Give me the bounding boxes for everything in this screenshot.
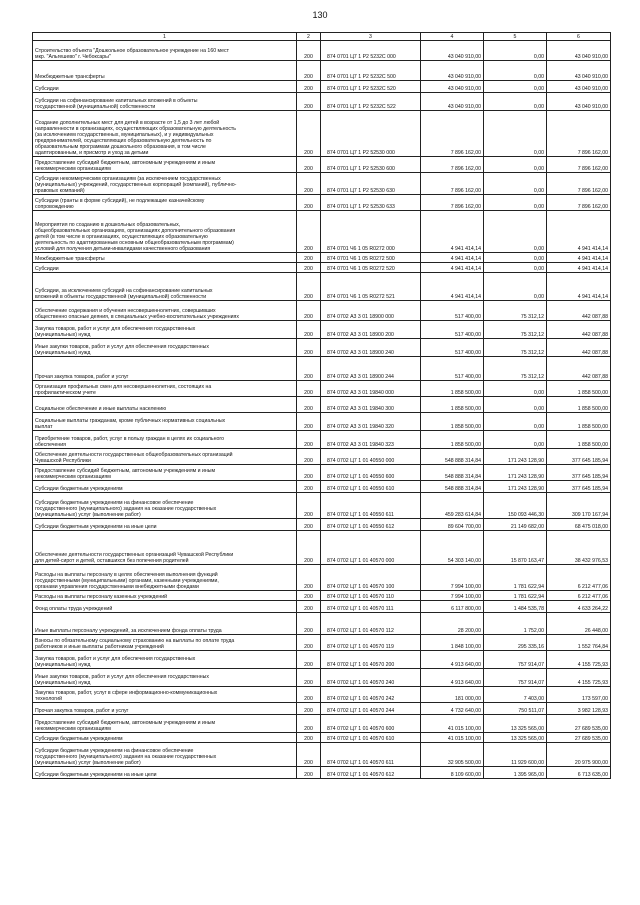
row-name: Субсидии некоммерческим организациям (за исключением государственных (муниципальных) учреждений, государственных корпораций (компаний), публично- правовых компаний) [33, 173, 297, 195]
row-grbs: 200 [297, 81, 321, 93]
row-grbs: 200 [297, 715, 321, 733]
row-remaining: 7 896 162,00 [547, 157, 611, 173]
row-remaining: 4 941 414,14 [547, 263, 611, 273]
row-remaining: 442 087,88 [547, 321, 611, 339]
table-row [33, 273, 611, 301]
row-grbs: 200 [297, 687, 321, 703]
header-cell: 6 [547, 33, 611, 41]
row-code: 874 0701 Ц7 1 Р2 5232С 522 [321, 93, 421, 111]
row-name: Субсидии бюджетным учреждениям на финансовое обеспечение государственного (муниципального) задания на оказание государственных (муниципальных) услуг (выполнение работ) [33, 743, 297, 767]
row-name: Межбюджетные трансферты [33, 61, 297, 81]
row-grbs: 200 [297, 591, 321, 601]
row-remaining: 6 212 477,06 [547, 591, 611, 601]
table-row [33, 431, 611, 449]
row-grbs: 200 [297, 273, 321, 301]
row-remaining: 7 896 162,00 [547, 195, 611, 211]
row-code: 874 0701 Ч6 1 05 R0272 500 [321, 253, 421, 263]
row-grbs: 200 [297, 397, 321, 413]
row-executed: 13 325 565,00 [484, 733, 547, 743]
row-grbs: 200 [297, 381, 321, 397]
row-grbs: 200 [297, 321, 321, 339]
row-executed: 0,00 [484, 253, 547, 263]
row-grbs: 200 [297, 449, 321, 465]
row-grbs: 200 [297, 61, 321, 81]
row-name: Субсидии [33, 263, 297, 273]
row-approved: 1 858 500,00 [421, 413, 484, 431]
row-code: 874 0702 Ц7 1 01 40570 240 [321, 669, 421, 687]
header-cell: 2 [297, 33, 321, 41]
row-name: Мероприятия по созданию в дошкольных образовательных, общеобразовательных организациях, организациях дополнительного образования детей (в том числе в организациях, осуществляющих образовательную деятельность по адаптированным основным общеобразовательным программам) условий для получения детьми-инвалидами качественного образования [33, 211, 297, 253]
row-approved: 517 400,00 [421, 301, 484, 321]
row-code: 874 0702 А3 3 01 19840 323 [321, 431, 421, 449]
row-grbs: 200 [297, 743, 321, 767]
row-name: Социальные выплаты гражданам, кроме публичных нормативных социальных выплат [33, 413, 297, 431]
table-row [33, 195, 611, 211]
row-approved: 1 858 500,00 [421, 431, 484, 449]
row-executed: 7 403,00 [484, 687, 547, 703]
row-name: Предоставление субсидий бюджетным, автономным учреждениям и иным некоммерческим организациям [33, 157, 297, 173]
row-code: 874 0701 Ц7 1 Р2 5232С 520 [321, 81, 421, 93]
row-approved: 8 109 600,00 [421, 767, 484, 779]
row-executed: 0,00 [484, 381, 547, 397]
row-name: Расходы на выплаты персоналу казенных учреждений [33, 591, 297, 601]
row-grbs: 200 [297, 211, 321, 253]
row-executed: 15 870 163,47 [484, 531, 547, 565]
row-name: Субсидии бюджетным учреждениям на финансовое обеспечение государственного (муниципального) задания на оказание государственных (муниципальных) услуг (выполнение работ) [33, 493, 297, 519]
row-grbs: 200 [297, 565, 321, 591]
row-approved: 1 858 500,00 [421, 397, 484, 413]
row-name: Предоставление субсидий бюджетным, автономным учреждениям и иным некоммерческим организациям [33, 715, 297, 733]
row-grbs: 200 [297, 93, 321, 111]
row-remaining: 4 633 264,22 [547, 601, 611, 613]
row-remaining: 43 040 910,00 [547, 93, 611, 111]
header-cell: 5 [484, 33, 547, 41]
row-executed: 13 325 565,00 [484, 715, 547, 733]
table-row [33, 531, 611, 565]
row-name: Взносы по обязательному социальному страхованию на выплаты по оплате труда работников и иные выплаты работникам учреждений [33, 635, 297, 651]
row-executed: 1 484 535,78 [484, 601, 547, 613]
row-code: 874 0702 А3 3 01 19840 300 [321, 397, 421, 413]
row-grbs: 200 [297, 669, 321, 687]
row-code: 874 0701 Ц7 1 Р2 52530 633 [321, 195, 421, 211]
row-code: 874 0702 Ц7 1 01 40570 200 [321, 651, 421, 669]
row-name: Обеспечение деятельности государственных организаций Чувашской Республики для детей-сирот и детей, оставшихся без попечения родителей [33, 531, 297, 565]
header-cell: 3 [321, 33, 421, 41]
table-row [33, 339, 611, 357]
row-executed: 0,00 [484, 157, 547, 173]
table-row [33, 613, 611, 635]
table-row [33, 481, 611, 493]
row-approved: 548 888 314,84 [421, 465, 484, 481]
row-grbs: 200 [297, 481, 321, 493]
row-name: Закупка товаров, работ и услуг для обеспечения государственных (муниципальных) нужд [33, 321, 297, 339]
row-approved: 32 905 500,00 [421, 743, 484, 767]
row-remaining: 3 982 128,93 [547, 703, 611, 715]
row-code: 874 0702 Ц7 1 01 40570 600 [321, 715, 421, 733]
row-executed: 0,00 [484, 111, 547, 157]
row-name: Прочая закупка товаров, работ и услуг [33, 357, 297, 381]
row-code: 874 0702 Ц7 1 01 40570 242 [321, 687, 421, 703]
row-executed: 171 243 128,90 [484, 449, 547, 465]
row-executed: 11 929 600,00 [484, 743, 547, 767]
row-name: Обеспечение содержания и обучения несовершеннолетних, совершивших общественно опасные деяния, в специальных учебно-воспитательных учреждениях [33, 301, 297, 321]
row-approved: 517 400,00 [421, 339, 484, 357]
row-code: 874 0701 Ч6 1 05 R0272 521 [321, 273, 421, 301]
row-grbs: 200 [297, 195, 321, 211]
row-approved: 548 888 314,84 [421, 481, 484, 493]
row-approved: 6 117 800,00 [421, 601, 484, 613]
row-grbs: 200 [297, 357, 321, 381]
row-code: 874 0702 Ц7 1 01 40550 612 [321, 519, 421, 531]
row-grbs: 200 [297, 493, 321, 519]
row-code: 874 0702 Ц7 1 01 40570 100 [321, 565, 421, 591]
row-remaining: 4 155 725,93 [547, 669, 611, 687]
row-grbs: 200 [297, 431, 321, 449]
row-approved: 1 858 500,00 [421, 381, 484, 397]
row-grbs: 200 [297, 703, 321, 715]
row-code: 874 0702 Ц7 1 01 40570 112 [321, 613, 421, 635]
row-remaining: 442 087,88 [547, 339, 611, 357]
row-executed: 0,00 [484, 413, 547, 431]
table-row [33, 81, 611, 93]
row-executed: 75 312,12 [484, 357, 547, 381]
table-row [33, 493, 611, 519]
row-grbs: 200 [297, 651, 321, 669]
table-row [33, 357, 611, 381]
row-code: 874 0702 Ц7 1 01 40570 610 [321, 733, 421, 743]
row-grbs: 200 [297, 253, 321, 263]
row-code: 874 0702 Ц7 1 01 40550 610 [321, 481, 421, 493]
table-header-row [33, 33, 611, 41]
row-grbs: 200 [297, 111, 321, 157]
row-name: Фонд оплаты труда учреждений [33, 601, 297, 613]
row-grbs: 200 [297, 635, 321, 651]
table-row [33, 397, 611, 413]
header-cell: 4 [421, 33, 484, 41]
row-remaining: 377 645 185,94 [547, 449, 611, 465]
row-executed: 75 312,12 [484, 301, 547, 321]
row-approved: 89 604 700,00 [421, 519, 484, 531]
row-approved: 4 941 414,14 [421, 273, 484, 301]
row-name: Приобретение товаров, работ, услуг в пользу граждан в целях их социального обеспечения [33, 431, 297, 449]
row-executed: 1 781 622,94 [484, 591, 547, 601]
row-executed: 1 781 622,94 [484, 565, 547, 591]
table-row [33, 591, 611, 601]
row-name: Иные закупки товаров, работ и услуг для обеспечения государственных (муниципальных) нужд [33, 339, 297, 357]
table-row [33, 211, 611, 253]
row-code: 874 0701 Ц7 1 Р2 52530 600 [321, 157, 421, 173]
table-row [33, 111, 611, 157]
row-executed: 21 149 682,00 [484, 519, 547, 531]
row-approved: 517 400,00 [421, 321, 484, 339]
row-executed: 0,00 [484, 211, 547, 253]
row-remaining: 27 689 535,00 [547, 733, 611, 743]
row-approved: 7 896 162,00 [421, 111, 484, 157]
row-executed: 1 752,00 [484, 613, 547, 635]
table-row [33, 263, 611, 273]
row-name: Социальное обеспечение и иные выплаты населению [33, 397, 297, 413]
header-cell: 1 [33, 33, 297, 41]
row-remaining: 442 087,88 [547, 357, 611, 381]
row-name: Прочая закупка товаров, работ и услуг [33, 703, 297, 715]
row-name: Субсидии, за исключением субсидий на софинансирование капитальных вложений в объекты государственной (муниципальной) собственности [33, 273, 297, 301]
row-approved: 43 040 910,00 [421, 41, 484, 61]
table-row [33, 381, 611, 397]
row-code: 874 0701 Ц7 1 Р2 52530 630 [321, 173, 421, 195]
row-approved: 4 732 640,00 [421, 703, 484, 715]
row-remaining: 43 040 910,00 [547, 61, 611, 81]
table-row [33, 669, 611, 687]
table-row [33, 687, 611, 703]
row-code: 874 0702 Ц7 1 01 40570 111 [321, 601, 421, 613]
table-row [33, 253, 611, 263]
row-approved: 459 283 614,84 [421, 493, 484, 519]
row-grbs: 200 [297, 733, 321, 743]
row-code: 874 0701 Ч6 1 05 R0272 000 [321, 211, 421, 253]
table-row [33, 733, 611, 743]
row-approved: 28 200,00 [421, 613, 484, 635]
row-grbs: 200 [297, 263, 321, 273]
row-remaining: 1 858 500,00 [547, 431, 611, 449]
row-code: 874 0701 Ч6 1 05 R0272 520 [321, 263, 421, 273]
row-remaining: 7 896 162,00 [547, 111, 611, 157]
row-remaining: 26 448,00 [547, 613, 611, 635]
table-row [33, 465, 611, 481]
row-name: Межбюджетные трансферты [33, 253, 297, 263]
row-executed: 171 243 128,90 [484, 481, 547, 493]
row-code: 874 0702 Ц7 1 01 40550 611 [321, 493, 421, 519]
row-remaining: 309 170 167,94 [547, 493, 611, 519]
row-name: Субсидии на софинансирование капитальных вложений в объекты государственной (муниципальной) собственности [33, 93, 297, 111]
row-code: 874 0702 А3 3 01 18900 240 [321, 339, 421, 357]
row-executed: 75 312,12 [484, 339, 547, 357]
row-code: 874 0701 Ц7 1 Р2 5232С 000 [321, 41, 421, 61]
row-approved: 4 941 414,14 [421, 253, 484, 263]
table-row [33, 93, 611, 111]
row-name: Расходы на выплаты персоналу в целях обеспечения выполнения функций государственными (муниципальными) органами, казенными учреждениями, органами управления государственными внебюджетными фондами [33, 565, 297, 591]
row-executed: 750 511,07 [484, 703, 547, 715]
row-code: 874 0702 Ц7 1 01 40570 110 [321, 591, 421, 601]
row-grbs: 200 [297, 601, 321, 613]
row-code: 874 0702 Ц7 1 01 40570 000 [321, 531, 421, 565]
row-executed: 0,00 [484, 173, 547, 195]
row-grbs: 200 [297, 157, 321, 173]
row-remaining: 4 941 414,14 [547, 273, 611, 301]
row-remaining: 6 212 477,06 [547, 565, 611, 591]
row-name: Иные закупки товаров, работ и услуг для обеспечения государственных (муниципальных) нужд [33, 669, 297, 687]
row-grbs: 200 [297, 41, 321, 61]
row-name: Закупка товаров, работ и услуг для обеспечения государственных (муниципальных) нужд [33, 651, 297, 669]
row-remaining: 68 475 018,00 [547, 519, 611, 531]
table-row [33, 519, 611, 531]
row-approved: 7 994 100,00 [421, 565, 484, 591]
row-code: 874 0702 А3 3 01 19840 320 [321, 413, 421, 431]
row-executed: 0,00 [484, 195, 547, 211]
row-approved: 41 015 100,00 [421, 715, 484, 733]
table-row [33, 301, 611, 321]
row-executed: 0,00 [484, 93, 547, 111]
row-approved: 4 913 640,00 [421, 651, 484, 669]
row-executed: 295 335,16 [484, 635, 547, 651]
row-name: Иные выплаты персоналу учреждений, за исключением фонда оплаты труда [33, 613, 297, 635]
row-code: 874 0702 А3 3 01 18900 244 [321, 357, 421, 381]
row-name: Субсидии (гранты в форме субсидий), не подлежащие казначейскому сопровождению [33, 195, 297, 211]
row-executed: 0,00 [484, 263, 547, 273]
row-grbs: 200 [297, 413, 321, 431]
row-grbs: 200 [297, 339, 321, 357]
row-approved: 7 896 162,00 [421, 157, 484, 173]
row-remaining: 1 552 764,84 [547, 635, 611, 651]
row-name: Предоставление субсидий бюджетным, автономным учреждениям и иным некоммерческим организациям [33, 465, 297, 481]
row-remaining: 4 155 725,93 [547, 651, 611, 669]
row-code: 874 0702 Ц7 1 01 40550 000 [321, 449, 421, 465]
row-remaining: 442 087,88 [547, 301, 611, 321]
row-code: 874 0702 Ц7 1 01 40570 612 [321, 767, 421, 779]
table-row [33, 635, 611, 651]
table-row [33, 61, 611, 81]
table-row [33, 651, 611, 669]
row-code: 874 0702 А3 3 01 19840 000 [321, 381, 421, 397]
row-executed: 0,00 [484, 81, 547, 93]
row-name: Субсидии бюджетным учреждениям на иные цели [33, 519, 297, 531]
row-executed: 171 243 128,90 [484, 465, 547, 481]
row-executed: 757 914,07 [484, 651, 547, 669]
row-executed: 0,00 [484, 61, 547, 81]
row-approved: 7 994 100,00 [421, 591, 484, 601]
row-grbs: 200 [297, 173, 321, 195]
row-approved: 7 896 162,00 [421, 173, 484, 195]
row-name: Субсидии [33, 81, 297, 93]
row-approved: 181 000,00 [421, 687, 484, 703]
row-grbs: 200 [297, 613, 321, 635]
table-row [33, 601, 611, 613]
row-approved: 1 848 100,00 [421, 635, 484, 651]
row-remaining: 43 040 910,00 [547, 41, 611, 61]
row-approved: 41 015 100,00 [421, 733, 484, 743]
row-grbs: 200 [297, 767, 321, 779]
row-remaining: 1 858 500,00 [547, 413, 611, 431]
row-approved: 4 913 640,00 [421, 669, 484, 687]
row-remaining: 38 432 976,53 [547, 531, 611, 565]
row-remaining: 4 941 414,14 [547, 253, 611, 263]
table-row [33, 41, 611, 61]
table-row [33, 413, 611, 431]
row-approved: 517 400,00 [421, 357, 484, 381]
row-remaining: 7 896 162,00 [547, 173, 611, 195]
row-remaining: 27 689 535,00 [547, 715, 611, 733]
row-remaining: 377 645 185,94 [547, 465, 611, 481]
row-name: Закупка товаров, работ, услуг в сфере информационно-коммуникационных технологий [33, 687, 297, 703]
row-name: Субсидии бюджетным учреждениям [33, 733, 297, 743]
table-row [33, 565, 611, 591]
budget-table [32, 32, 611, 779]
table-row [33, 173, 611, 195]
table-row [33, 715, 611, 733]
row-name: Организация профильных смен для несовершеннолетних, состоящих на профилактическом учете [33, 381, 297, 397]
page-number: 130 [312, 10, 328, 20]
row-name: Субсидии бюджетным учреждениям [33, 481, 297, 493]
row-remaining: 43 040 910,00 [547, 81, 611, 93]
row-executed: 1 395 965,00 [484, 767, 547, 779]
row-approved: 4 941 414,14 [421, 211, 484, 253]
row-remaining: 6 713 635,00 [547, 767, 611, 779]
row-executed: 757 914,07 [484, 669, 547, 687]
table-row [33, 767, 611, 779]
row-remaining: 173 597,00 [547, 687, 611, 703]
row-code: 874 0702 Ц7 1 01 40570 119 [321, 635, 421, 651]
row-executed: 0,00 [484, 397, 547, 413]
row-grbs: 200 [297, 465, 321, 481]
row-remaining: 1 858 500,00 [547, 397, 611, 413]
table-row [33, 157, 611, 173]
table-row [33, 321, 611, 339]
row-grbs: 200 [297, 519, 321, 531]
row-executed: 0,00 [484, 273, 547, 301]
row-remaining: 377 645 185,94 [547, 481, 611, 493]
row-executed: 0,00 [484, 41, 547, 61]
row-executed: 150 093 446,30 [484, 493, 547, 519]
row-approved: 43 040 910,00 [421, 93, 484, 111]
row-code: 874 0701 Ц7 1 Р2 5232С 500 [321, 61, 421, 81]
row-executed: 0,00 [484, 431, 547, 449]
row-code: 874 0702 Ц7 1 01 40570 611 [321, 743, 421, 767]
row-remaining: 1 858 500,00 [547, 381, 611, 397]
row-grbs: 200 [297, 301, 321, 321]
row-name: Создание дополнительных мест для детей в возрасте от 1,5 до 3 лет любой направленности в организациях, осуществляющих образовательную деятельность (за исключением государственных, муниципальных), и у индивидуальных предпринимателей, осуществляющих образовательную деятельность по образовательным программам дошкольного образования, в том числе адаптированным, и присмотр и уход за детьми [33, 111, 297, 157]
row-code: 874 0702 А3 3 01 18900 000 [321, 301, 421, 321]
row-grbs: 200 [297, 531, 321, 565]
table-row [33, 449, 611, 465]
row-approved: 7 896 162,00 [421, 195, 484, 211]
row-remaining: 20 975 900,00 [547, 743, 611, 767]
row-approved: 54 303 140,00 [421, 531, 484, 565]
row-executed: 75 312,12 [484, 321, 547, 339]
row-name: Строительство объекта "Дошкольное образовательное учреждение на 160 мест мкр. "Альгешево" г. Чебоксары" [33, 41, 297, 61]
row-code: 874 0702 Ц7 1 01 40550 600 [321, 465, 421, 481]
row-code: 874 0701 Ц7 1 Р2 52530 000 [321, 111, 421, 157]
row-code: 874 0702 Ц7 1 01 40570 244 [321, 703, 421, 715]
row-approved: 43 040 910,00 [421, 81, 484, 93]
row-name: Обеспечение деятельности государственных общеобразовательных организаций Чувашской Республики [33, 449, 297, 465]
row-approved: 548 888 314,84 [421, 449, 484, 465]
table-row [33, 703, 611, 715]
row-name: Субсидии бюджетным учреждениям на иные цели [33, 767, 297, 779]
row-code: 874 0702 А3 3 01 18900 200 [321, 321, 421, 339]
table-row [33, 743, 611, 767]
row-remaining: 4 941 414,14 [547, 211, 611, 253]
row-approved: 4 941 414,14 [421, 263, 484, 273]
row-approved: 43 040 910,00 [421, 61, 484, 81]
